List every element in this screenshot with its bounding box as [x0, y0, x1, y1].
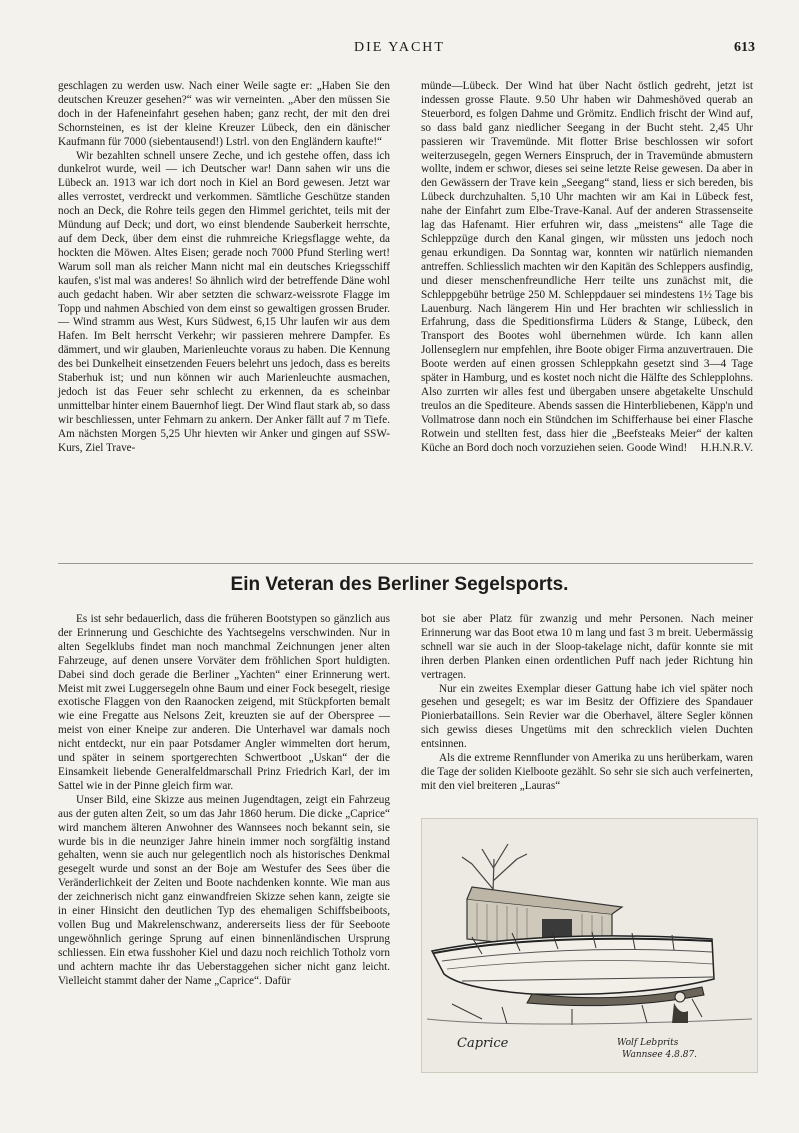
author-signature: H.H.N.R.V. — [700, 441, 753, 454]
boat-sketch-illustration — [421, 818, 758, 1073]
top-right-column — [421, 80, 753, 455]
sketch-date: Wannsee 4.8.87. — [622, 1050, 698, 1060]
top-left-column — [58, 80, 390, 455]
paragraph — [421, 80, 753, 455]
paragraph: geschlagen zu werden usw. Nach einer Weile sagte er: „Haben Sie den deutschen Kreuzer gesehen?“ was wir verneinten. „Aber den müssen Sie doch in der Hafeneinfahrt gesehen haben; ganz recht, der mit den drei Schornsteinen, es ist der kleine Kreuzer Lübeck, den ein dänischer Kaufmann für 7000 (siebentausend!) Lstrl. von den Engländern kaufte!“ — [58, 80, 390, 148]
article-right-column — [421, 613, 753, 794]
boat-sketch-drawing — [422, 819, 757, 1072]
page-number: 613 — [734, 40, 755, 55]
section-divider — [58, 563, 753, 564]
paragraph: Unser Bild, eine Skizze aus meinen Jugendtagen, zeigt ein Fahrzeug aus der guten alten Zeit, so um das Jahr 1860 herum. Die dicke „Caprice“ wird manchem älteren Anwohner des Wannsees noch bekannt sein, sie wurde bis in die neunziger Jahre hinein immer noch sorgfältig instand gehalten, wenn sie auch nur gelegentlich noch als historisches Denkmal gesegelt wurde und sonst an der Boje am Westufer des Sees über die Veränderlichkeit der Zeiten und Boote nachdenken konnte. Wie man aus der zeichnerisch nicht ganz einwandfreien Skizze sehen kann, zeigte sie in einer Hinsicht den deutlichen Typ des ehemaligen Schiffsbeiboots, vollen Bug und Makrelenschwanz, andererseits liess der für Seeboote ungewöhnlich geringe Sprung auf einen binnenländischen Ursprung schliessen. Ein etwa fusshoher Kiel und dazu noch reichlich Totholz vorn und achtern machte ihr das Ueberstaggehen sicher nicht ganz leicht. Vielleicht stammt daher der Name „Caprice“. Dafür — [58, 793, 390, 987]
artist-signature: Wolf Lebprits — [617, 1038, 679, 1048]
paragraph: Nur ein zweites Exemplar dieser Gattung habe ich viel später noch gesehen und gesegelt; es war im Besitz der Offiziere des Spandauer Pionierbataillons. Sein Revier war die Oberhavel, ältere Segler können sich gewiss dieses Ungetüms mit den schrecklich vielen Duchten entsinnen. — [421, 682, 753, 751]
article-left-column — [58, 613, 390, 988]
paragraph: bot sie aber Platz für zwanzig und mehr Personen. Nach meiner Erinnerung war das Boot etwa 10 m lang und fast 3 m breit. Uebermässig schnell war sie auch in der Sloop-takelage nicht, dafür konnte sie mit ihren derben Planken einen ordentlichen Puff nach jeder Richtung hin vertragen. — [421, 613, 753, 681]
paragraph: Es ist sehr bedauerlich, dass die früheren Bootstypen so gänzlich aus der Erinnerung und Geschichte des Yachtsegelns verschwinden. Nur in alten Segelklubs findet man noch manchmal Zeichnungen jener alten Fahrzeuge, auf denen unsere Vorväter dem fröhlichen Sport huldigten. Dabei sind doch gerade die Berliner „Yachten“ einer Erinnerung wert. Meist mit zwei Luggersegeln ohne Baum und einer Fock besegelt, riesige exotische Flaggen von den Raanocken zeigend, mit Stückpforten bemalt wie eine Fregatte aus Nelsons Zeit, kreuzten sie auf der Oberspree — meist von einer Kneipe zur anderen. Die Unterhavel war damals noch nicht entdeckt, nur ein paar Potsdamer Angler wimmelten dort herum, und später in seinem sportgerechten Schwertboot „Uskan“ der die Einsamkeit liebende Generalfeldmarschall Prinz Friedrich Karl, der im Sattel wie in der Pinne gleich firm war. — [58, 613, 390, 792]
paragraph-text: münde—Lübeck. Der Wind hat über Nacht östlich gedreht, jetzt ist indessen grosse Flaute. 9.50 Uhr haben wir Dahmeshöved querab an Steuerbord, es folgen Dahme und Grömitz. Endlich frischt der Wind auf, so dass bald ganz niedlicher Seegang in der Bucht steht. 2,45 Uhr passieren wir Travemünde. Mit flotter Brise beschlossen wir sofort weiterzusegeln, gegen Werners Einspruch, der in Travemünde abmustern wollte, indem er schwor, dieses sei seine letzte Reise gewesen. Da aber in den Gewässern der Trave kein „Seegang“ stand, liess er sich bereden, bis Lübeck durchzuhalten. 5,10 Uhr machten wir am Kai in Lübeck fest, nahe der Einfahrt zum Elbe-Trave-Kanal. Auf der anderen Strassenseite lag das Hafenamt. Hier erfuhren wir, dass „meistens“ alle Tage die Schleppzüge durch den Kanal gingen, wir müssten uns jedoch noch genau erkundigen. Da Sonntag war, konnten wir natürlich niemanden antreffen. Schliesslich machten wir den Kapitän des Schleppers ausfindig, und dieser menschenfreundliche Herr teilte uns zunächst mit, die Schleppgebühr betrüge 250 M. Schleppdauer sei mindestens 1½ Tage bis Lauenburg. Nach längerem Hin und Her brachten wir schliesslich in Erfahrung, dass die Speditionsfirma Lüders & Stange, Lübeck, den Transport des Bootes wohl übernehmen würde. Ich kann allen Jollenseglern nur empfehlen, ihre Boote obiger Firma anzuvertrauen. Die Boote werden auf einen grossen Schleppkahn gesetzt sind 3—4 Tage später in Hamburg, und es kostet noch nicht die Hälfte des Schlepplohns. Also zurrten wir alles fest und übergaben unsere abgetakelte Unschuld treulos an die Spediteure. Abends sassen die Hinterbliebenen, Käpp'n und Vollmatrose dann noch ein Stündchen im Schifferhause bei einer Flasche Rotwein und stellten fest, dass hier die „Beefsteaks Meier“ der kalten Küche an Bord doch noch vorzuziehen seien. Goode Wind! — [421, 80, 753, 454]
paragraph: Wir bezahlten schnell unsere Zeche, und ich gestehe offen, dass ich dunkelrot wurde, weil — ich Deutscher war! Dann sahen wir uns die Lübeck an. 1913 war ich dort noch in Kiel an Bord gewesen. Jetzt war alles verrostet, verdreckt und verkommen. Sämtliche Geschütze standen noch an Deck, die Rohre teils gegen den Himmel gerichtet, teils mit der Mündung auf Deck; und dort, wo einst blendende Sauberkeit herrschte, auf dem Deck, über dem einst die ruhmreiche Kriegsflagge wehte, da hockten die Möwen. Altes Eisen; gerade noch 7000 Pfund Sterling wert! Warum soll man als reicher Mann nicht mal ein deutsches Kriegsschiff kaufen, s'ist mal was anderes! So ähnlich wird der betreffende Däne wohl auch gedacht haben. Wir aber setzten die schwarz-weissrote Flagge im Topp und nahmen Abschied von dem einst so gewaltigen grossen Bruder. — Wind stramm aus West, Kurs Südwest, 6,15 Uhr laufen wir aus dem Hafen. Im Belt herrscht Verkehr; wir passieren mehrere Dampfer. Es dämmert, und wir glauben, Marienleuchte voraus zu haben. Die Kennung des bei Dunkelheit einsetzenden Feuers belehrt uns jedoch, dass es bereits Staberhuk ist; und nun können wir auch Marienleuchte ausmachen, jedoch ist das Feuer sehr schlecht zu erkennen, da es scheinbar unmittelbar hinter einem Bauernhof liegt. Der Wind flaut stark ab, so dass wir beschliessen, unter Fehmarn zu ankern. Der Anker fällt auf 7 m Tiefe. Am nächsten Morgen 5,25 Uhr hievten wir Anker und gingen auf SSW-Kurs, Ziel Trave- — [58, 149, 390, 454]
sketch-caption: Caprice — [457, 1036, 509, 1051]
paragraph: Als die extreme Rennflunder von Amerika zu uns herüberkam, waren die Tage der soliden Kielboote gezählt. So sehr sie sich auch verfeinerten, mit den viel breiteren „Lauras“ — [421, 752, 753, 792]
boat-hull-sketch — [432, 932, 714, 1006]
article-title: Ein Veteran des Berliner Segelsports. — [230, 574, 569, 595]
journal-title: DIE YACHT — [354, 40, 445, 55]
